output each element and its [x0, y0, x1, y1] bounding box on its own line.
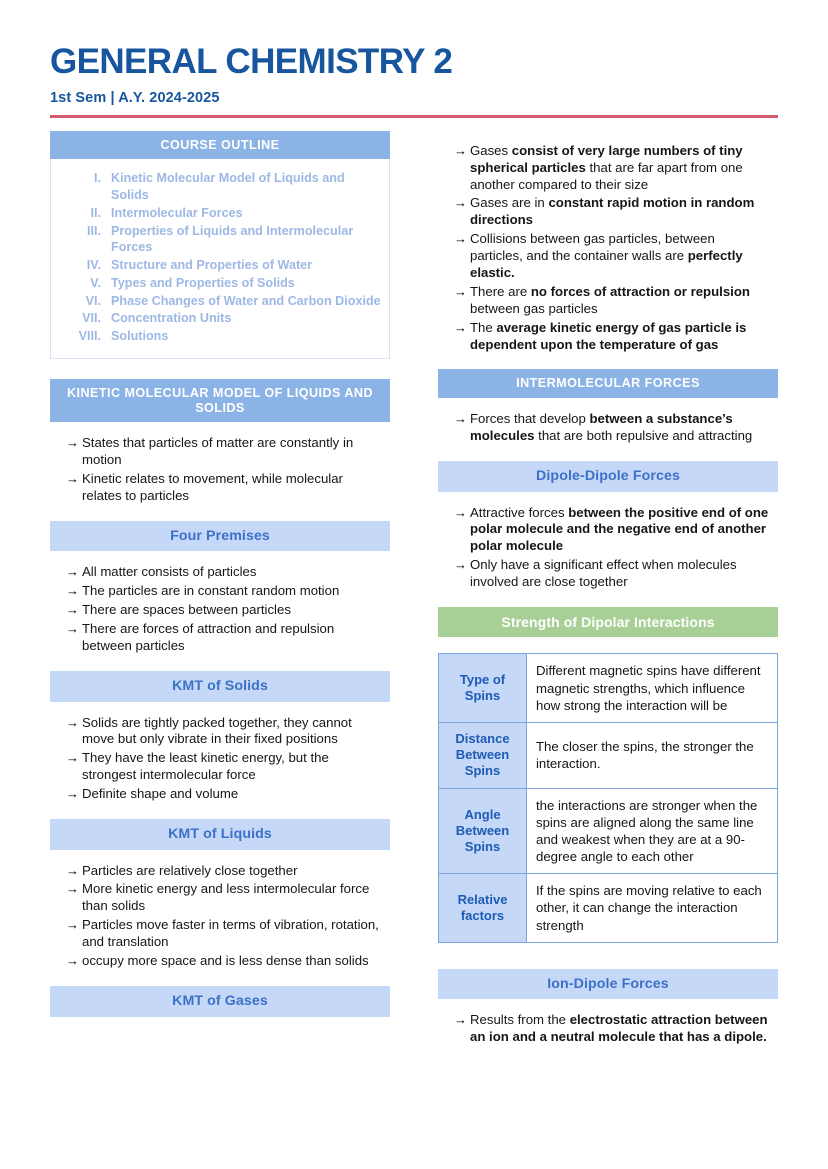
table-body	[439, 654, 778, 942]
outline-item	[59, 275, 381, 292]
bullet-text: Kinetic relates to movement, while molecular relates to particles	[82, 471, 343, 503]
bullet-text: All matter consists of particles	[82, 564, 257, 580]
table-row-description: If the spins are moving relative to each other, it can change the interaction strength	[527, 874, 778, 942]
arrow-right-icon: →	[454, 319, 467, 335]
bullet-item	[52, 435, 384, 469]
bullet-text: Solids are tightly packed together, they cannot move but only vibrate in their fixed positions	[82, 714, 352, 747]
bullet-item	[440, 557, 772, 591]
arrow-right-icon: →	[66, 471, 79, 487]
masthead	[0, 0, 828, 118]
table-row	[439, 722, 778, 788]
bullet-item	[52, 786, 384, 803]
bullet-item	[440, 411, 772, 445]
arrow-right-icon: →	[454, 1012, 467, 1028]
arrow-right-icon: →	[454, 411, 467, 427]
bullet-text: More kinetic energy and less intermolecular force than solids	[82, 881, 370, 914]
table-row	[439, 874, 778, 942]
arrow-right-icon: →	[66, 714, 79, 730]
arrow-right-icon: →	[66, 786, 79, 802]
arrow-right-icon: →	[66, 917, 79, 933]
arrow-right-icon: →	[66, 435, 79, 451]
bullet-text: There are forces of attraction and repulsion between particles	[82, 621, 335, 654]
bullet-item	[52, 750, 384, 784]
bullet-item	[52, 863, 384, 880]
bullet-item	[52, 602, 384, 619]
course-outline-box	[50, 159, 390, 358]
bullet-text: Results from the electrostatic attraction between an ion and a neutral molecule that has a dipole.	[470, 1012, 768, 1045]
table-row-label: Distance Between Spins	[439, 722, 527, 788]
bullet-text: The particles are in constant random motion	[82, 583, 340, 599]
outline-item-number: IV.	[86, 258, 101, 273]
bullet-item	[440, 231, 772, 282]
arrow-right-icon: →	[66, 621, 79, 637]
table-row-description: The closer the spins, the stronger the interaction.	[527, 722, 778, 788]
bullet-text: Particles are relatively close together	[82, 862, 298, 878]
bullet-text: Only have a significant effect when molecules involved are close together	[470, 557, 737, 590]
outline-item-label: Intermolecular Forces	[111, 205, 243, 220]
spacer	[50, 359, 390, 379]
outline-item-label: Kinetic Molecular Model of Liquids and Solids	[111, 171, 345, 203]
strength-of-dipolar-interactions-table	[438, 653, 778, 942]
table-row-description: Different magnetic spins have different magnetic strengths, which influence how strong the interaction will be	[527, 654, 778, 722]
strength-table-banner: Strength of Dipolar Interactions	[438, 607, 778, 637]
bullet-text: Attractive forces between the positive end of one polar molecule and the negative end of another polar molecule	[470, 504, 769, 554]
bullet-item	[52, 917, 384, 951]
page-subtitle: 1st Sem | A.Y. 2024-2025	[50, 89, 220, 106]
outline-item	[59, 205, 381, 222]
bullet-item	[52, 471, 384, 505]
bullet-text: Definite shape and volume	[82, 786, 239, 802]
outline-item	[59, 223, 381, 256]
table-row-label: Type of Spins	[439, 654, 527, 722]
course-outline-banner: COURSE OUTLINE	[50, 131, 390, 160]
dipole-dipole-banner: Dipole-Dipole Forces	[438, 461, 778, 492]
bullet-item	[52, 621, 384, 655]
bullet-item	[440, 143, 772, 194]
outline-item-number: VII.	[82, 311, 101, 326]
arrow-right-icon: →	[66, 862, 79, 878]
dipole-dipole-bullets	[438, 492, 778, 607]
table-row	[439, 654, 778, 722]
arrow-right-icon: →	[454, 195, 467, 211]
table-row-description: the interactions are stronger when the spins are aligned along the same line and weakest when they are at a 90-degree angle to each other	[527, 788, 778, 874]
arrow-right-icon: →	[454, 231, 467, 247]
bullet-item	[440, 505, 772, 556]
outline-item-label: Properties of Liquids and Intermolecular Forces	[111, 223, 354, 255]
kmt-liquids-banner: KMT of Liquids	[50, 819, 390, 850]
outline-item-number: VIII.	[78, 329, 101, 344]
arrow-right-icon: →	[454, 283, 467, 299]
arrow-right-icon: →	[454, 504, 467, 520]
arrow-right-icon: →	[66, 583, 79, 599]
outline-item-label: Solutions	[111, 329, 169, 344]
kmt-solids-banner: KMT of Solids	[50, 671, 390, 702]
bullet-text: Gases consist of very large numbers of tiny spherical particles that are far apart from one another compared to their size	[470, 142, 743, 192]
bullet-item	[440, 284, 772, 318]
table-row-label: Relative factors	[439, 874, 527, 942]
outline-item	[59, 170, 381, 203]
outline-item-number: I.	[94, 171, 101, 186]
table-row-label: Angle Between Spins	[439, 788, 527, 874]
bullet-text: The average kinetic energy of gas particle is dependent upon the temperature of gas	[470, 319, 747, 352]
bullet-text: Collisions between gas particles, between particles, and the container walls are perfectly elastic.	[470, 231, 743, 280]
arrow-right-icon: →	[66, 750, 79, 766]
bullet-text: They have the least kinetic energy, but the strongest intermolecular force	[82, 750, 329, 783]
ion-dipole-bullets	[438, 999, 778, 1062]
outline-item-number: VI.	[85, 293, 101, 308]
kmt-section-bullets	[50, 422, 390, 521]
outline-item-number: V.	[90, 275, 101, 290]
arrow-right-icon: →	[454, 142, 467, 158]
bullet-item	[52, 715, 384, 749]
bullet-text: Gases are in constant rapid motion in random directions	[470, 195, 755, 228]
outline-item-number: III.	[87, 223, 101, 238]
arrow-right-icon: →	[66, 953, 79, 969]
arrow-right-icon: →	[66, 602, 79, 618]
content-columns	[0, 118, 828, 1062]
kmt-section-banner: KINETIC MOLECULAR MODEL OF LIQUIDS AND SOLIDS	[50, 379, 390, 422]
intermolecular-forces-banner: INTERMOLECULAR FORCES	[438, 369, 778, 398]
four-premises-banner: Four Premises	[50, 521, 390, 552]
bullet-text: There are no forces of attraction or repulsion between gas particles	[470, 283, 750, 316]
arrow-right-icon: →	[66, 564, 79, 580]
ion-dipole-banner: Ion-Dipole Forces	[438, 969, 778, 1000]
bullet-item	[440, 1012, 772, 1046]
outline-item-label: Structure and Properties of Water	[111, 258, 313, 273]
bullet-item	[52, 881, 384, 915]
bullet-text: There are spaces between particles	[82, 602, 291, 618]
bullet-item	[440, 320, 772, 354]
bullet-text: States that particles of matter are constantly in motion	[82, 435, 354, 468]
page-title: GENERAL CHEMISTRY 2	[50, 42, 453, 81]
bullet-item	[440, 195, 772, 229]
outline-item-label: Concentration Units	[111, 311, 232, 326]
arrow-right-icon: →	[66, 881, 79, 897]
bullet-item	[52, 953, 384, 970]
outline-item	[59, 310, 381, 327]
outline-item	[59, 328, 381, 345]
bullet-text: occupy more space and is less dense than solids	[82, 953, 369, 969]
bullet-item	[52, 583, 384, 600]
table-row	[439, 788, 778, 874]
outline-item	[59, 257, 381, 274]
gases-bullets	[438, 131, 778, 370]
kmt-gases-banner: KMT of Gases	[50, 986, 390, 1017]
bullet-item	[52, 564, 384, 581]
arrow-right-icon: →	[454, 557, 467, 573]
outline-item-label: Phase Changes of Water and Carbon Dioxide	[111, 293, 381, 308]
left-column	[50, 131, 390, 1017]
kmt-solids-bullets	[50, 702, 390, 819]
bullet-text: Forces that develop between a substance’s molecules that are both repulsive and attracting	[470, 411, 753, 444]
four-premises-bullets	[50, 551, 390, 670]
bullet-text: Particles move faster in terms of vibration, rotation, and translation	[82, 917, 379, 950]
outline-item-number: II.	[90, 205, 101, 220]
kmt-liquids-bullets	[50, 850, 390, 986]
right-column	[438, 131, 778, 1062]
outline-item-label: Types and Properties of Solids	[111, 275, 295, 290]
outline-item	[59, 293, 381, 310]
intermolecular-forces-bullets	[438, 398, 778, 461]
spacer	[438, 943, 778, 969]
